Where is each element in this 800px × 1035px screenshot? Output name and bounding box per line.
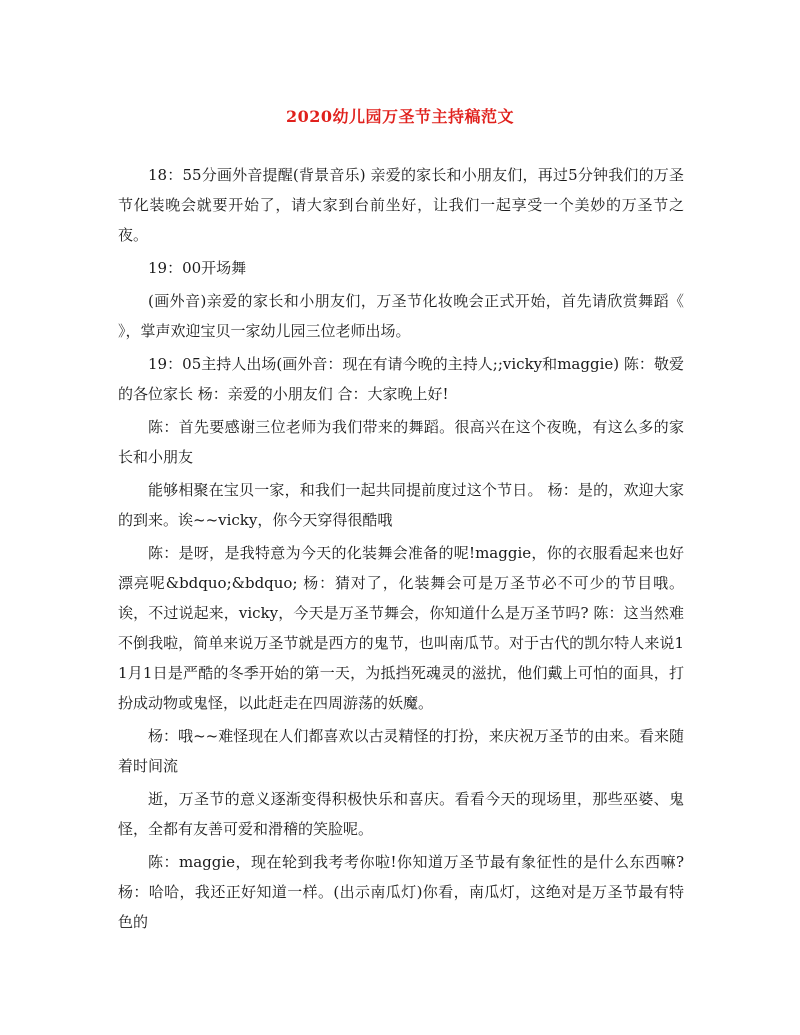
paragraph: 逝，万圣节的意义逐渐变得积极快乐和喜庆。看看今天的现场里，那些巫婆、鬼怪，全都有友善可爱和滑稽的笑脸呢。 [118,790,684,838]
paragraph: 18：55分画外音提醒(背景音乐) 亲爱的家长和小朋友们，再过5分钟我们的万圣节化装晚会就要开始了，请大家到台前坐好，让我们一起享受一个美妙的万圣节之夜。 [118,166,684,244]
paragraph: 杨：哦~~难怪现在人们都喜欢以古灵精怪的打扮，来庆祝万圣节的由来。看来随着时间流 [118,727,684,775]
paragraph: 19：00开场舞 [148,259,247,277]
document-body [118,160,684,940]
document-title: 2020幼儿园万圣节主持稿范文 [285,107,515,126]
paragraph: 陈：首先要感谢三位老师为我们带来的舞蹈。很高兴在这个夜晚，有这么多的家长和小朋友 [118,418,684,466]
paragraph: 陈：是呀，是我特意为今天的化装舞会准备的呢!maggie，你的衣服看起来也好漂亮呢&bdquo;&bdquo; 杨：猜对了，化装舞会可是万圣节必不可少的节目哦。诶，不过说起来，vicky，今天是万圣节舞会，你知道什么是万圣节吗? 陈：这当然难不倒我啦，简单来说万圣节就是西方的鬼节，也叫南瓜节。对于古代的凯尔特人来说11月1日是严酷的冬季开始的第一天，为抵挡死魂灵的滋扰，他们戴上可怕的面具，打扮成动物或鬼怪，以此赶走在四周游荡的妖魔。 [118,544,684,712]
paragraph: (画外音)亲爱的家长和小朋友们，万圣节化妆晚会正式开始，首先请欣赏舞蹈《 》，掌声欢迎宝贝一家幼儿园三位老师出场。 [118,292,684,340]
paragraph: 19：05主持人出场(画外音：现在有请今晚的主持人;;vicky和maggie) 陈：敬爱的各位家长 杨：亲爱的小朋友们 合：大家晚上好! [118,355,684,403]
paragraph: 陈：maggie，现在轮到我考考你啦!你知道万圣节最有象征性的是什么东西嘛? 杨：哈哈，我还正好知道一样。(出示南瓜灯)你看，南瓜灯，这绝对是万圣节最有特色的 [118,853,684,931]
paragraph: 能够相聚在宝贝一家，和我们一起共同提前度过这个节日。 杨：是的，欢迎大家的到来。诶~~vicky，你今天穿得很酷哦 [118,481,684,529]
